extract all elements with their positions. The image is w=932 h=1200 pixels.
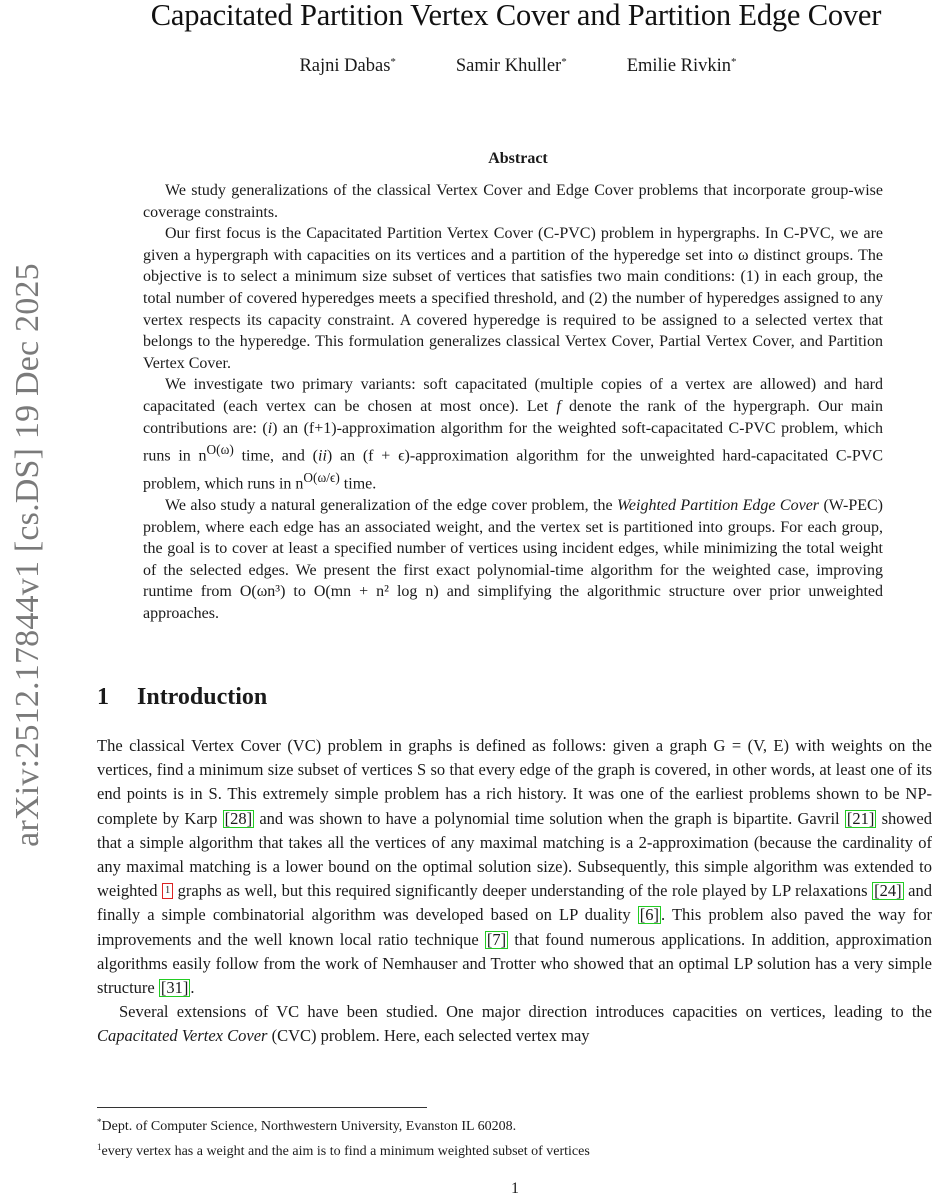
section-title: Introduction xyxy=(137,684,268,710)
citation-link-31[interactable]: [31] xyxy=(160,978,189,998)
citation-link-21[interactable]: [21] xyxy=(846,808,875,828)
citation-link-6[interactable]: [6] xyxy=(639,905,659,925)
author: Rajni Dabas* xyxy=(299,56,396,76)
footnotes xyxy=(97,1112,932,1162)
footnote-affiliation: *Dept. of Computer Science, Northwestern University, Evanston IL 60208. xyxy=(97,1117,517,1134)
abstract-paragraph: Our first focus is the Capacitated Partition Vertex Cover (C-PVC) problem in hypergraphs. In C-PVC, we are given a hypergraph with capacities on its vertices and a partition of the hyperedge set into ω distinct groups. The objective is to select a minimum size subset of vertices that satisfies two main conditions: (1) in each group, the total number of covered hyperedges meets a specified threshold, and (2) the number of hyperedges assigned to any vertex respects its capacity constraint. A covered hyperedge is required to be assigned to a selected vertex that belongs to the hyperedge. This formulation generalizes classical Vertex Cover, Partial Vertex Cover, and Partition Vertex Cover. xyxy=(143,225,883,372)
footnote-divider xyxy=(97,1107,427,1108)
introduction-body xyxy=(97,734,932,1049)
affiliation-mark: * xyxy=(561,56,567,68)
abstract-paragraph: We investigate two primary variants: soft capacitated (multiple copies of a vertex are allowed) and hard capacitated (each vertex can be chosen at most once). Let f denote the rank of the hypergraph. Our main contributions are: (i) an (f+1)-approximation algorithm for the weighted soft-capacitated C-PVC problem, which runs in $n^{O(\omega)}$ time, and (ii) an (f + ϵ)-approximation algorithm for the unweighted hard-capacitated C-PVC problem, which runs in $n^{O(\omega/\epsilon)}$ time. xyxy=(143,376,884,493)
abstract-body xyxy=(143,180,883,625)
abstract-heading: Abstract xyxy=(488,150,548,167)
body-paragraph: Several extensions of VC have been studied. One major direction introduces capacities on vertices, leading to the Capacitated Vertex Cover (CVC) problem. Here, each selected vertex may xyxy=(97,1002,932,1046)
author: Samir Khuller* xyxy=(455,56,567,76)
affiliation-mark: * xyxy=(731,56,737,68)
affiliation-mark: * xyxy=(390,56,396,68)
paper-title: Capacitated Partition Vertex Cover and Partition Edge Cover xyxy=(150,0,882,32)
section-heading-introduction xyxy=(97,684,267,711)
author: Emilie Rivkin* xyxy=(626,56,737,76)
abstract-paragraph: We study generalizations of the classical Vertex Cover and Edge Cover problems that incorporate group-wise coverage constraints. xyxy=(143,182,883,221)
author-list xyxy=(0,56,932,77)
abstract-paragraph: We also study a natural generalization of the edge cover problem, the Weighted Partition Edge Cover (W-PEC) problem, where each edge has an associated weight, and the vertex set is partitioned into groups. For each group, the goal is to cover at least a specified number of vertices using incident edges, while minimizing the total weight of the selected edges. We present the first exact polynomial-time algorithm for the weighted case, improving runtime from O(ωn³) to O(mn + n² log n) and simplifying the algorithmic structure over prior unweighted approaches. xyxy=(143,496,883,622)
arxiv-identifier-text: arXiv:2512.17844v1 [cs.DS] 19 Dec 2025 xyxy=(9,263,46,847)
page-number: 1 xyxy=(511,1180,519,1197)
citation-link-7[interactable]: [7] xyxy=(486,929,507,949)
section-number: 1 xyxy=(97,684,109,710)
body-paragraph: The classical Vertex Cover (VC) problem in graphs is defined as follows: given a graph G = (V, E) with weights on the vertices, find a minimum size subset of vertices S so that every edge of the graph is covered, in other words, at least one of its end points is in S. This extremely simple problem has a rich history. It was one of the earliest problems shown to be NP-complete by Karp [28] and was shown to have a polynomial time solution when the graph is bipartite. Gavril [21] showed that a simple algorithm that takes all the vertices of any maximal matching is a 2-approximation (because the cardinality of any maximal matching is a lower bound on the optimal solution size). Subsequently, this simple algorithm was extended to weighted 1 graphs as well, but this required significantly deeper understanding of the role played by LP relaxations [24] and finally a simple combinatorial algorithm was developed based on LP duality [6] . This problem also paved the way for improvements and the well known local ratio technique [7] that found numerous applications. In addition, approximation algorithms easily follow from the work of Nemhauser and Trotter who showed that an optimal LP solution has a very simple structure [31] . xyxy=(97,736,932,998)
citation-link-24[interactable]: [24] xyxy=(874,881,902,901)
citation-link-28[interactable]: [28] xyxy=(224,808,253,828)
footnote-1: $^1$every vertex has a weight and the aim is to find a minimum weighted subset of vertices xyxy=(97,1142,590,1159)
footnote-link-1[interactable]: 1 xyxy=(162,883,173,899)
arxiv-identifier-stamp xyxy=(8,215,48,895)
